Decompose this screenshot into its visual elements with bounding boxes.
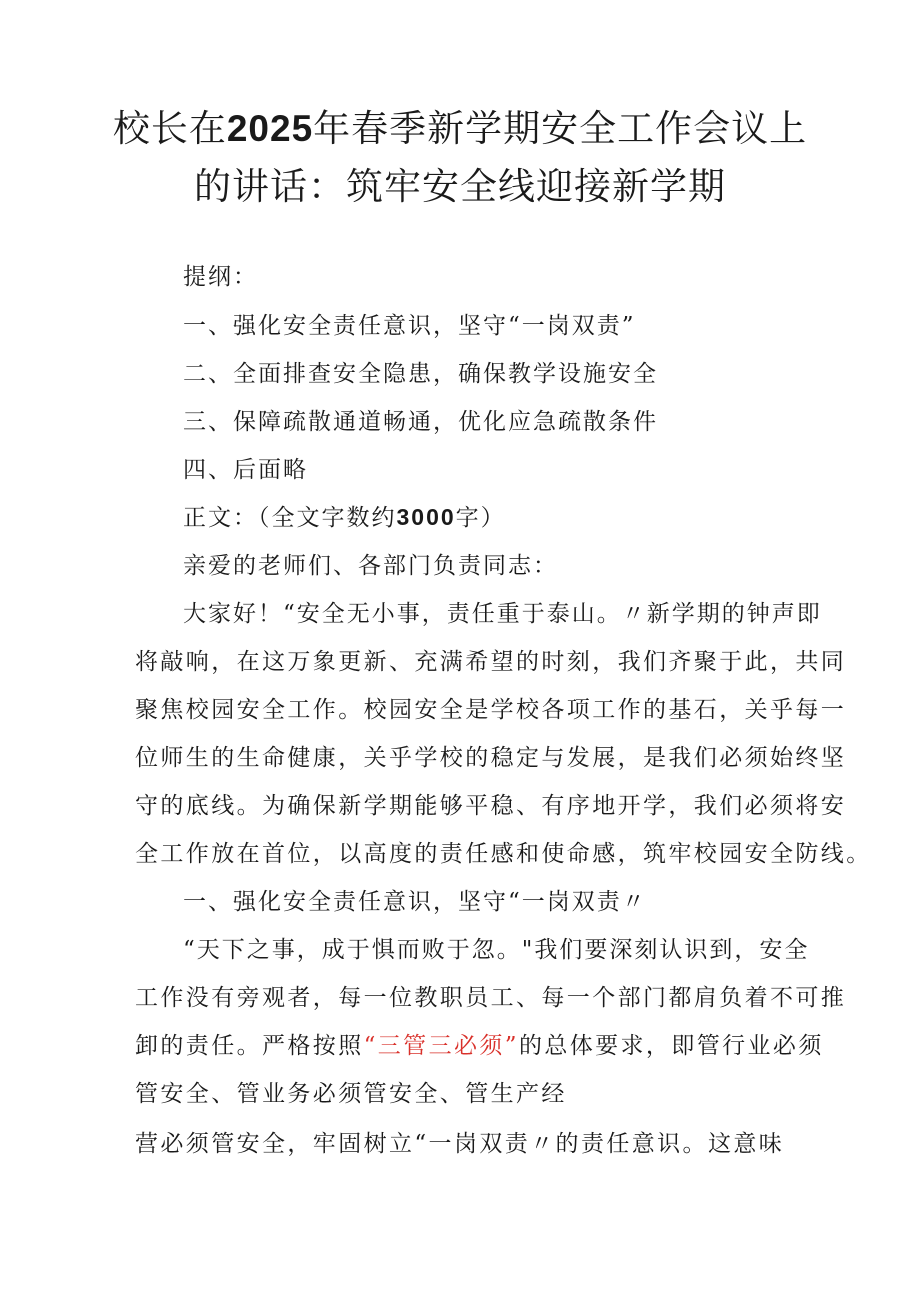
outline-item-1: 一、强化安全责任意识，坚守“一岗双责” <box>183 313 636 339</box>
title-line-1: 校长在2025年春季新学期安全工作会议上 <box>112 107 808 150</box>
title-line-2: 的讲话：筑牢安全线迎接新学期 <box>194 165 726 208</box>
section1-line: 工作没有旁观者，每一位教职员工、每一个部门都肩负着不可推 <box>135 985 847 1011</box>
section1-line: “天下之事，成于惧而败于忽。"我们要深刻认识到，安全 <box>183 937 810 963</box>
paragraph1-line: 聚焦校园安全工作。校园安全是学校各项工作的基石，关乎每一 <box>135 697 847 723</box>
outline-item-3: 三、保障疏散通道畅通，优化应急疏散条件 <box>183 409 658 435</box>
section1-line-4: 管安全、管业务必须管安全、管生产经 <box>135 1081 567 1107</box>
highlighted-phrase: “三管三必须” <box>363 1033 519 1059</box>
outline-item-2: 二、全面排查安全隐患，确保教学设施安全 <box>183 361 658 387</box>
body-word-count: 正文：（全文字数约3000字） <box>183 504 506 531</box>
paragraph1-line: 守的底线。为确保新学期能够平稳、有序地开学，我们必须将安 <box>135 793 847 819</box>
paragraph1-line: 将敲响，在这万象更新、充满希望的时刻，我们齐聚于此，共同 <box>135 649 847 675</box>
paragraph1-line: 大家好！“安全无小事，责任重于泰山。〃新学期的钟声即 <box>183 601 822 627</box>
greeting: 亲爱的老师们、各部门负责同志： <box>183 553 558 579</box>
paragraph1-line: 位师生的生命健康，关乎学校的稳定与发展，是我们必须始终坚 <box>135 745 847 771</box>
section1-line-3: 卸的责任。严格按照“三管三必须”的总体要求，即管行业必须 <box>135 1033 824 1059</box>
paragraph1-line: 全工作放在首位，以高度的责任感和使命感，筑牢校园安全防线。 <box>135 841 872 867</box>
outline-item-4: 四、后面略 <box>183 457 308 483</box>
section1-line-5: 营必须管安全，牢固树立“一岗双责〃的责任意识。这意味 <box>135 1131 785 1157</box>
outline-heading: 提纲： <box>183 264 258 290</box>
document-title <box>100 100 820 216</box>
section1-heading: 一、强化安全责任意识，坚守“一岗双责〃 <box>183 889 647 915</box>
